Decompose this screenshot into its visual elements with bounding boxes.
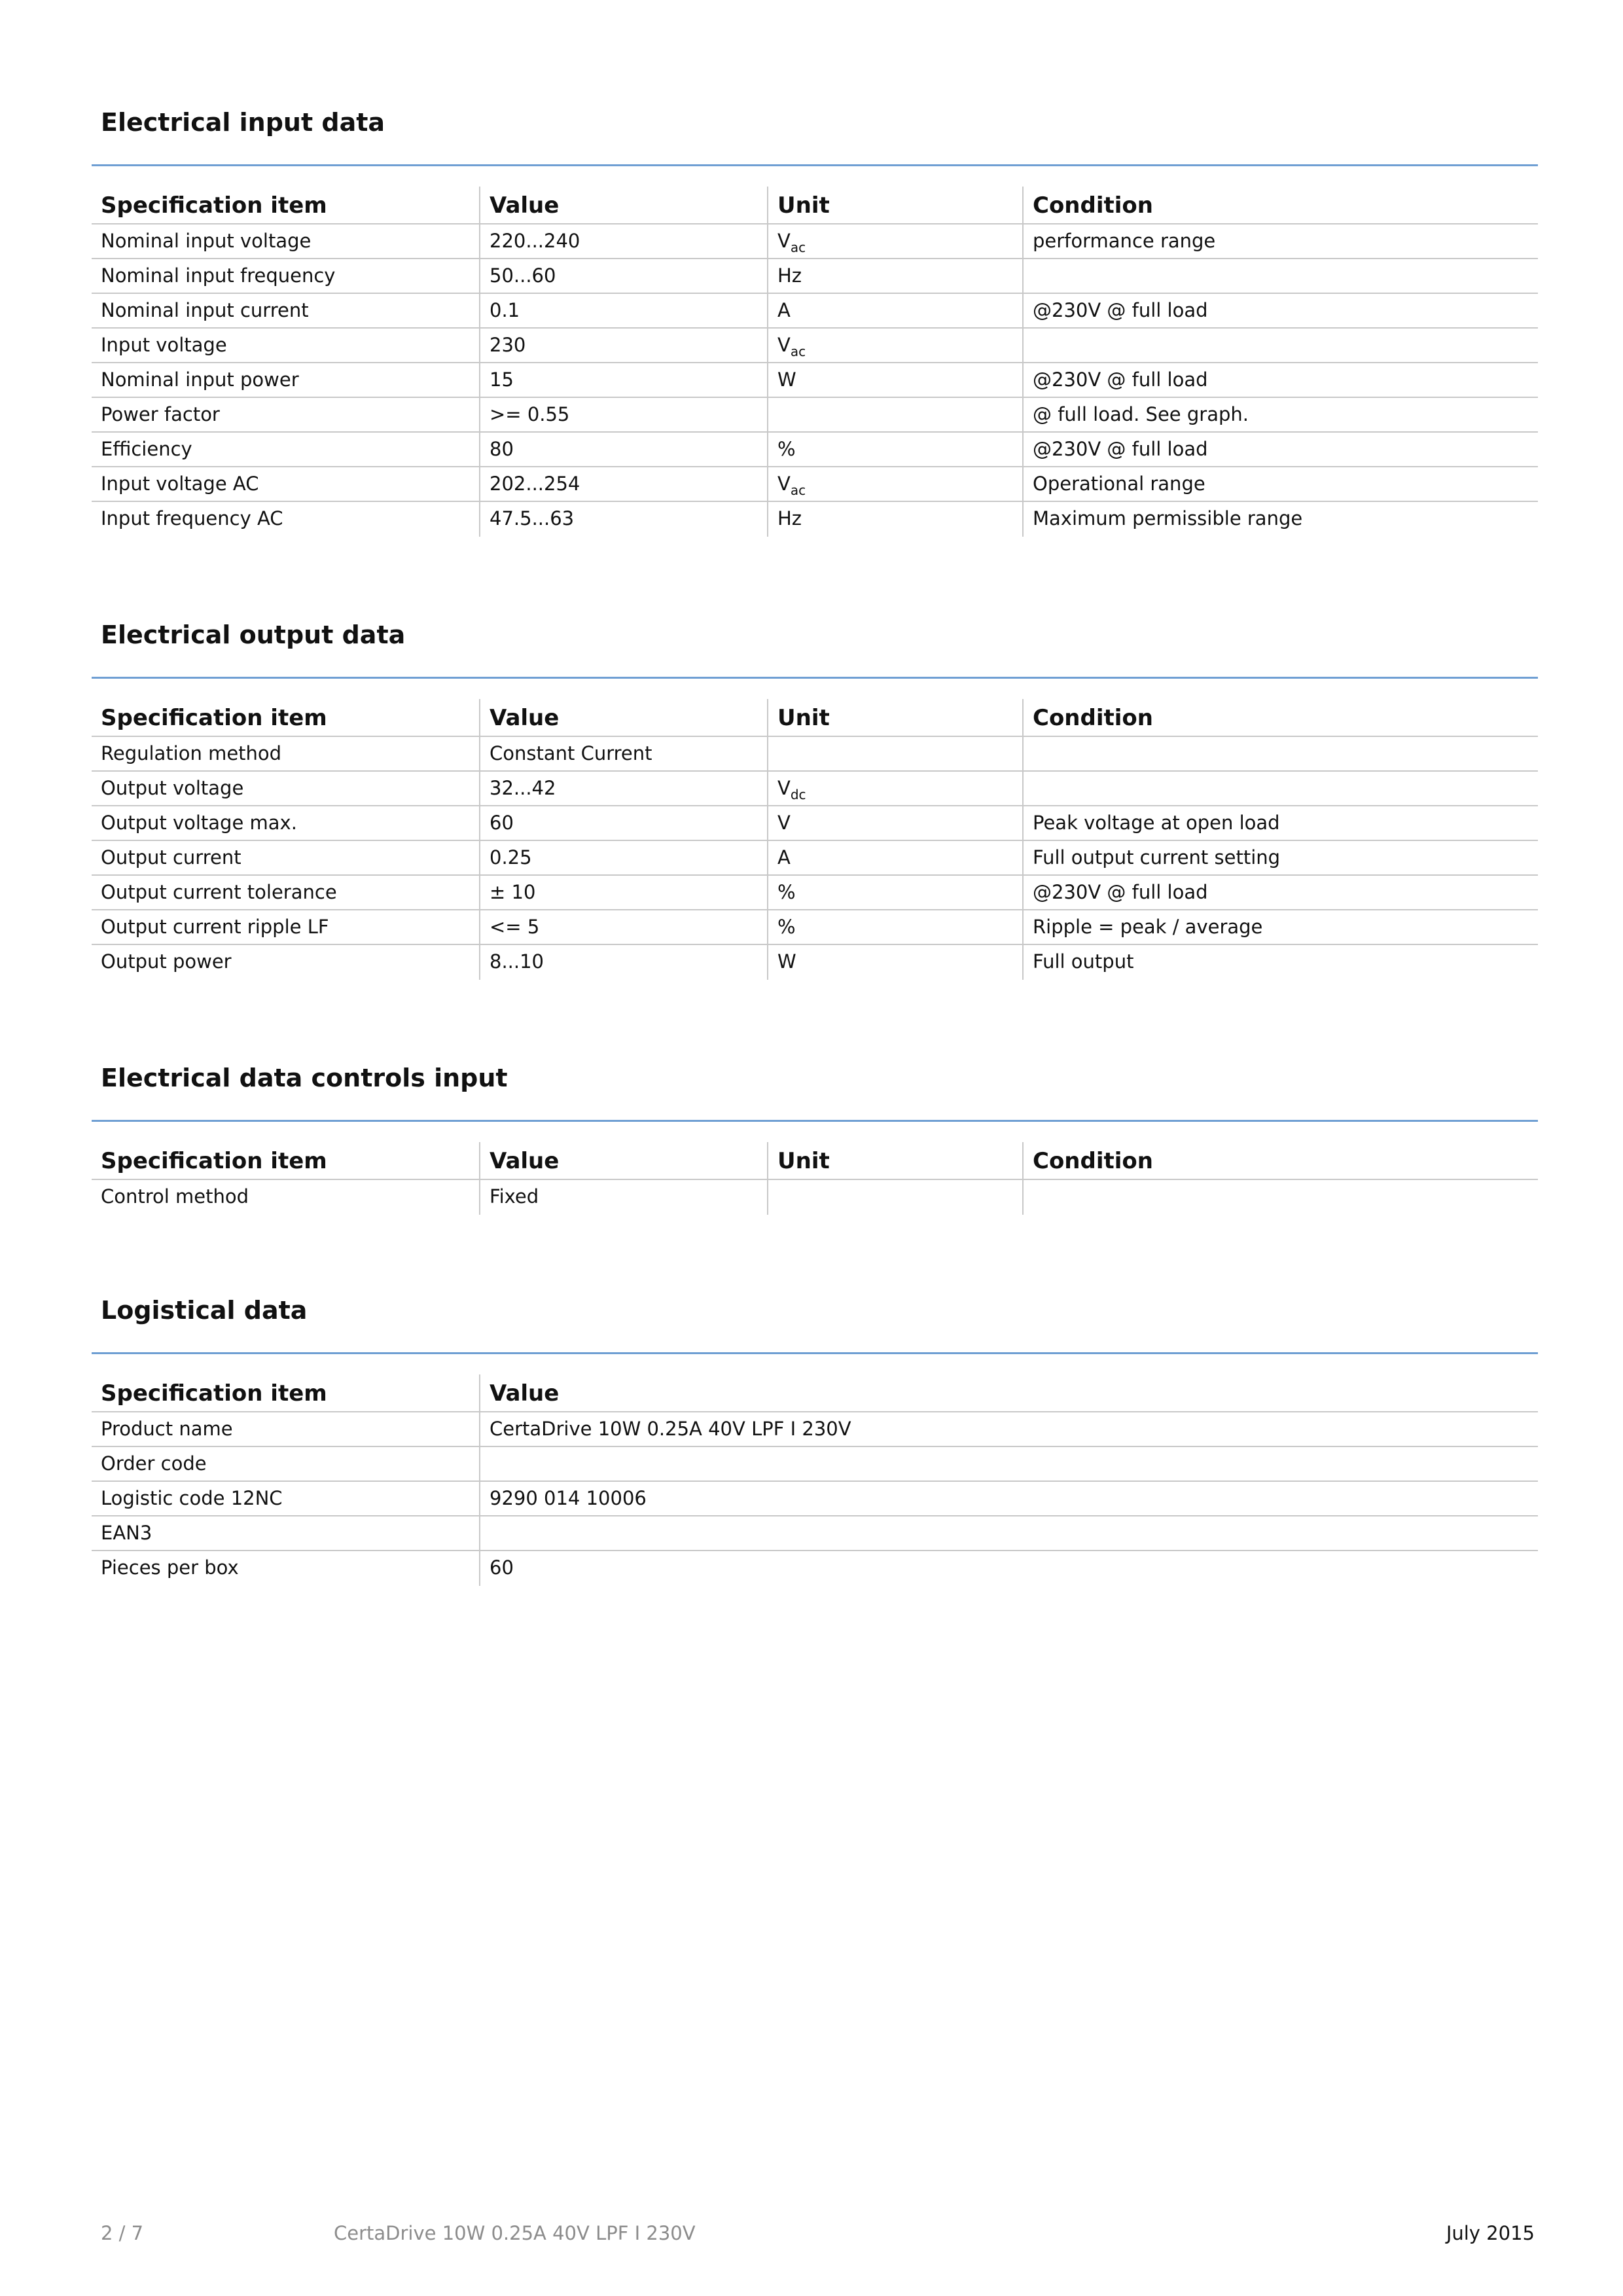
unit-symbol: Hz [777,507,802,529]
cell-unit [767,363,1022,397]
table-header-row [92,699,1538,737]
table-row [92,398,1538,433]
unit-subscript: dc [790,787,806,802]
column-header-item: Specification item [101,192,327,219]
cell-value: 0.1 [479,294,767,327]
cell-item: EAN3 [101,1522,152,1544]
table-row [92,876,1538,910]
table-row [92,1551,1538,1586]
unit-symbol: W [777,950,796,973]
cell-item: Product name [101,1418,233,1440]
table-row [92,502,1538,537]
cell-value: 50...60 [479,259,767,293]
unit-subscript: ac [790,344,806,359]
cell-unit [767,329,1022,362]
cell-value: 9290 014 10006 [479,1482,1538,1515]
cell-condition: @ full load. See graph. [1022,398,1538,431]
cell-value: 8...10 [479,945,767,980]
cell-condition: @230V @ full load [1022,433,1538,466]
table-row [92,841,1538,876]
cell-item: Nominal input current [101,299,309,321]
column-header-unit: Unit [767,1142,1022,1179]
cell-value: 32...42 [479,772,767,805]
cell-value: 15 [479,363,767,397]
cell-value: 60 [479,806,767,840]
unit-symbol: V [777,334,791,356]
table-row [92,294,1538,329]
spec-table [92,187,1538,537]
section-divider [92,677,1538,679]
table-row [92,1516,1538,1551]
table-row [92,945,1538,980]
cell-condition [1022,772,1538,805]
cell-value: 80 [479,433,767,466]
table-row [92,1482,1538,1516]
cell-condition: Maximum permissible range [1022,502,1538,537]
section-divider [92,164,1538,166]
cell-unit [767,398,1022,431]
cell-value: CertaDrive 10W 0.25A 40V LPF I 230V [479,1412,1538,1446]
section-title: Electrical data controls input [101,1064,508,1092]
cell-condition: Ripple = peak / average [1022,910,1538,944]
cell-condition: @230V @ full load [1022,294,1538,327]
cell-value: Fixed [479,1180,767,1215]
cell-value: 220...240 [479,224,767,258]
cell-item: Nominal input power [101,368,299,391]
section-title: Logistical data [101,1296,308,1325]
unit-subscript: ac [790,482,806,498]
table-header-row [92,1142,1538,1180]
cell-item: Regulation method [101,742,282,764]
table-row [92,1180,1538,1215]
cell-condition: Full output [1022,945,1538,980]
column-header-condition: Condition [1022,699,1538,736]
cell-unit [767,294,1022,327]
column-header-item: Specification item [101,1148,327,1174]
unit-symbol: V [777,777,791,799]
cell-item: Pieces per box [101,1556,239,1579]
cell-unit [767,1180,1022,1215]
unit-symbol: A [777,846,791,869]
table-header-row [92,187,1538,224]
cell-item: Logistic code 12NC [101,1487,283,1509]
cell-condition: @230V @ full load [1022,363,1538,397]
cell-item: Output current [101,846,241,869]
cell-value: 230 [479,329,767,362]
cell-item: Nominal input frequency [101,264,336,287]
cell-value: ± 10 [479,876,767,909]
cell-unit [767,876,1022,909]
cell-value: 60 [479,1551,1538,1586]
cell-condition: Full output current setting [1022,841,1538,874]
cell-item: Output current tolerance [101,881,337,903]
cell-unit [767,502,1022,537]
cell-item: Input voltage [101,334,227,356]
column-header-item: Specification item [101,705,327,731]
table-row [92,259,1538,294]
cell-value: <= 5 [479,910,767,944]
table-row [92,772,1538,806]
cell-value [479,1516,1538,1550]
cell-value: 47.5...63 [479,502,767,537]
unit-symbol: % [777,438,796,460]
cell-condition [1022,737,1538,770]
cell-item: Output current ripple LF [101,916,329,938]
cell-unit [767,806,1022,840]
spec-table [92,1374,1538,1586]
cell-unit [767,433,1022,466]
unit-symbol: V [777,473,791,495]
cell-condition [1022,1180,1538,1215]
column-header-value: Value [479,187,767,223]
cell-value: 202...254 [479,467,767,501]
column-header-value: Value [479,1374,1538,1411]
table-row [92,806,1538,841]
section-divider [92,1352,1538,1354]
cell-unit [767,224,1022,258]
cell-value: Constant Current [479,737,767,770]
cell-item: Output power [101,950,232,973]
table-row [92,224,1538,259]
table-row [92,737,1538,772]
cell-condition: Peak voltage at open load [1022,806,1538,840]
footer-date: July 2015 [1446,2222,1535,2244]
cell-condition: Operational range [1022,467,1538,501]
section-title: Electrical output data [101,620,406,649]
column-header-item: Specification item [101,1380,327,1407]
table-row [92,329,1538,363]
unit-subscript: ac [790,240,806,255]
cell-unit [767,910,1022,944]
cell-value: >= 0.55 [479,398,767,431]
cell-condition [1022,259,1538,293]
cell-unit [767,772,1022,805]
unit-symbol: W [777,368,796,391]
unit-symbol: % [777,881,796,903]
cell-item: Power factor [101,403,220,425]
cell-item: Input voltage AC [101,473,259,495]
spec-table [92,1142,1538,1215]
column-header-value: Value [479,1142,767,1179]
cell-item: Output voltage max. [101,812,297,834]
cell-item: Control method [101,1185,249,1208]
column-header-value: Value [479,699,767,736]
unit-symbol: A [777,299,791,321]
cell-value: 0.25 [479,841,767,874]
cell-condition: @230V @ full load [1022,876,1538,909]
column-header-unit: Unit [767,187,1022,223]
cell-item: Nominal input voltage [101,230,312,252]
cell-unit [767,737,1022,770]
table-row [92,910,1538,945]
cell-unit [767,259,1022,293]
cell-item: Input frequency AC [101,507,283,529]
table-row [92,1412,1538,1447]
unit-symbol: V [777,230,791,252]
table-row [92,433,1538,467]
footer-page-number: 2 / 7 [101,2222,144,2244]
table-row [92,363,1538,398]
column-header-condition: Condition [1022,1142,1538,1179]
unit-symbol: % [777,916,796,938]
table-row [92,1447,1538,1482]
section-title: Electrical input data [101,108,385,137]
unit-symbol: Hz [777,264,802,287]
spec-table [92,699,1538,980]
cell-unit [767,467,1022,501]
table-header-row [92,1374,1538,1412]
footer-product-name: CertaDrive 10W 0.25A 40V LPF I 230V [334,2222,696,2244]
cell-value [479,1447,1538,1480]
cell-item: Output voltage [101,777,244,799]
cell-unit [767,945,1022,980]
cell-item: Order code [101,1452,207,1475]
cell-unit [767,841,1022,874]
section-divider [92,1120,1538,1122]
cell-condition: performance range [1022,224,1538,258]
cell-item: Efficiency [101,438,192,460]
column-header-unit: Unit [767,699,1022,736]
cell-condition [1022,329,1538,362]
column-header-condition: Condition [1022,187,1538,223]
unit-symbol: V [777,812,791,834]
table-row [92,467,1538,502]
